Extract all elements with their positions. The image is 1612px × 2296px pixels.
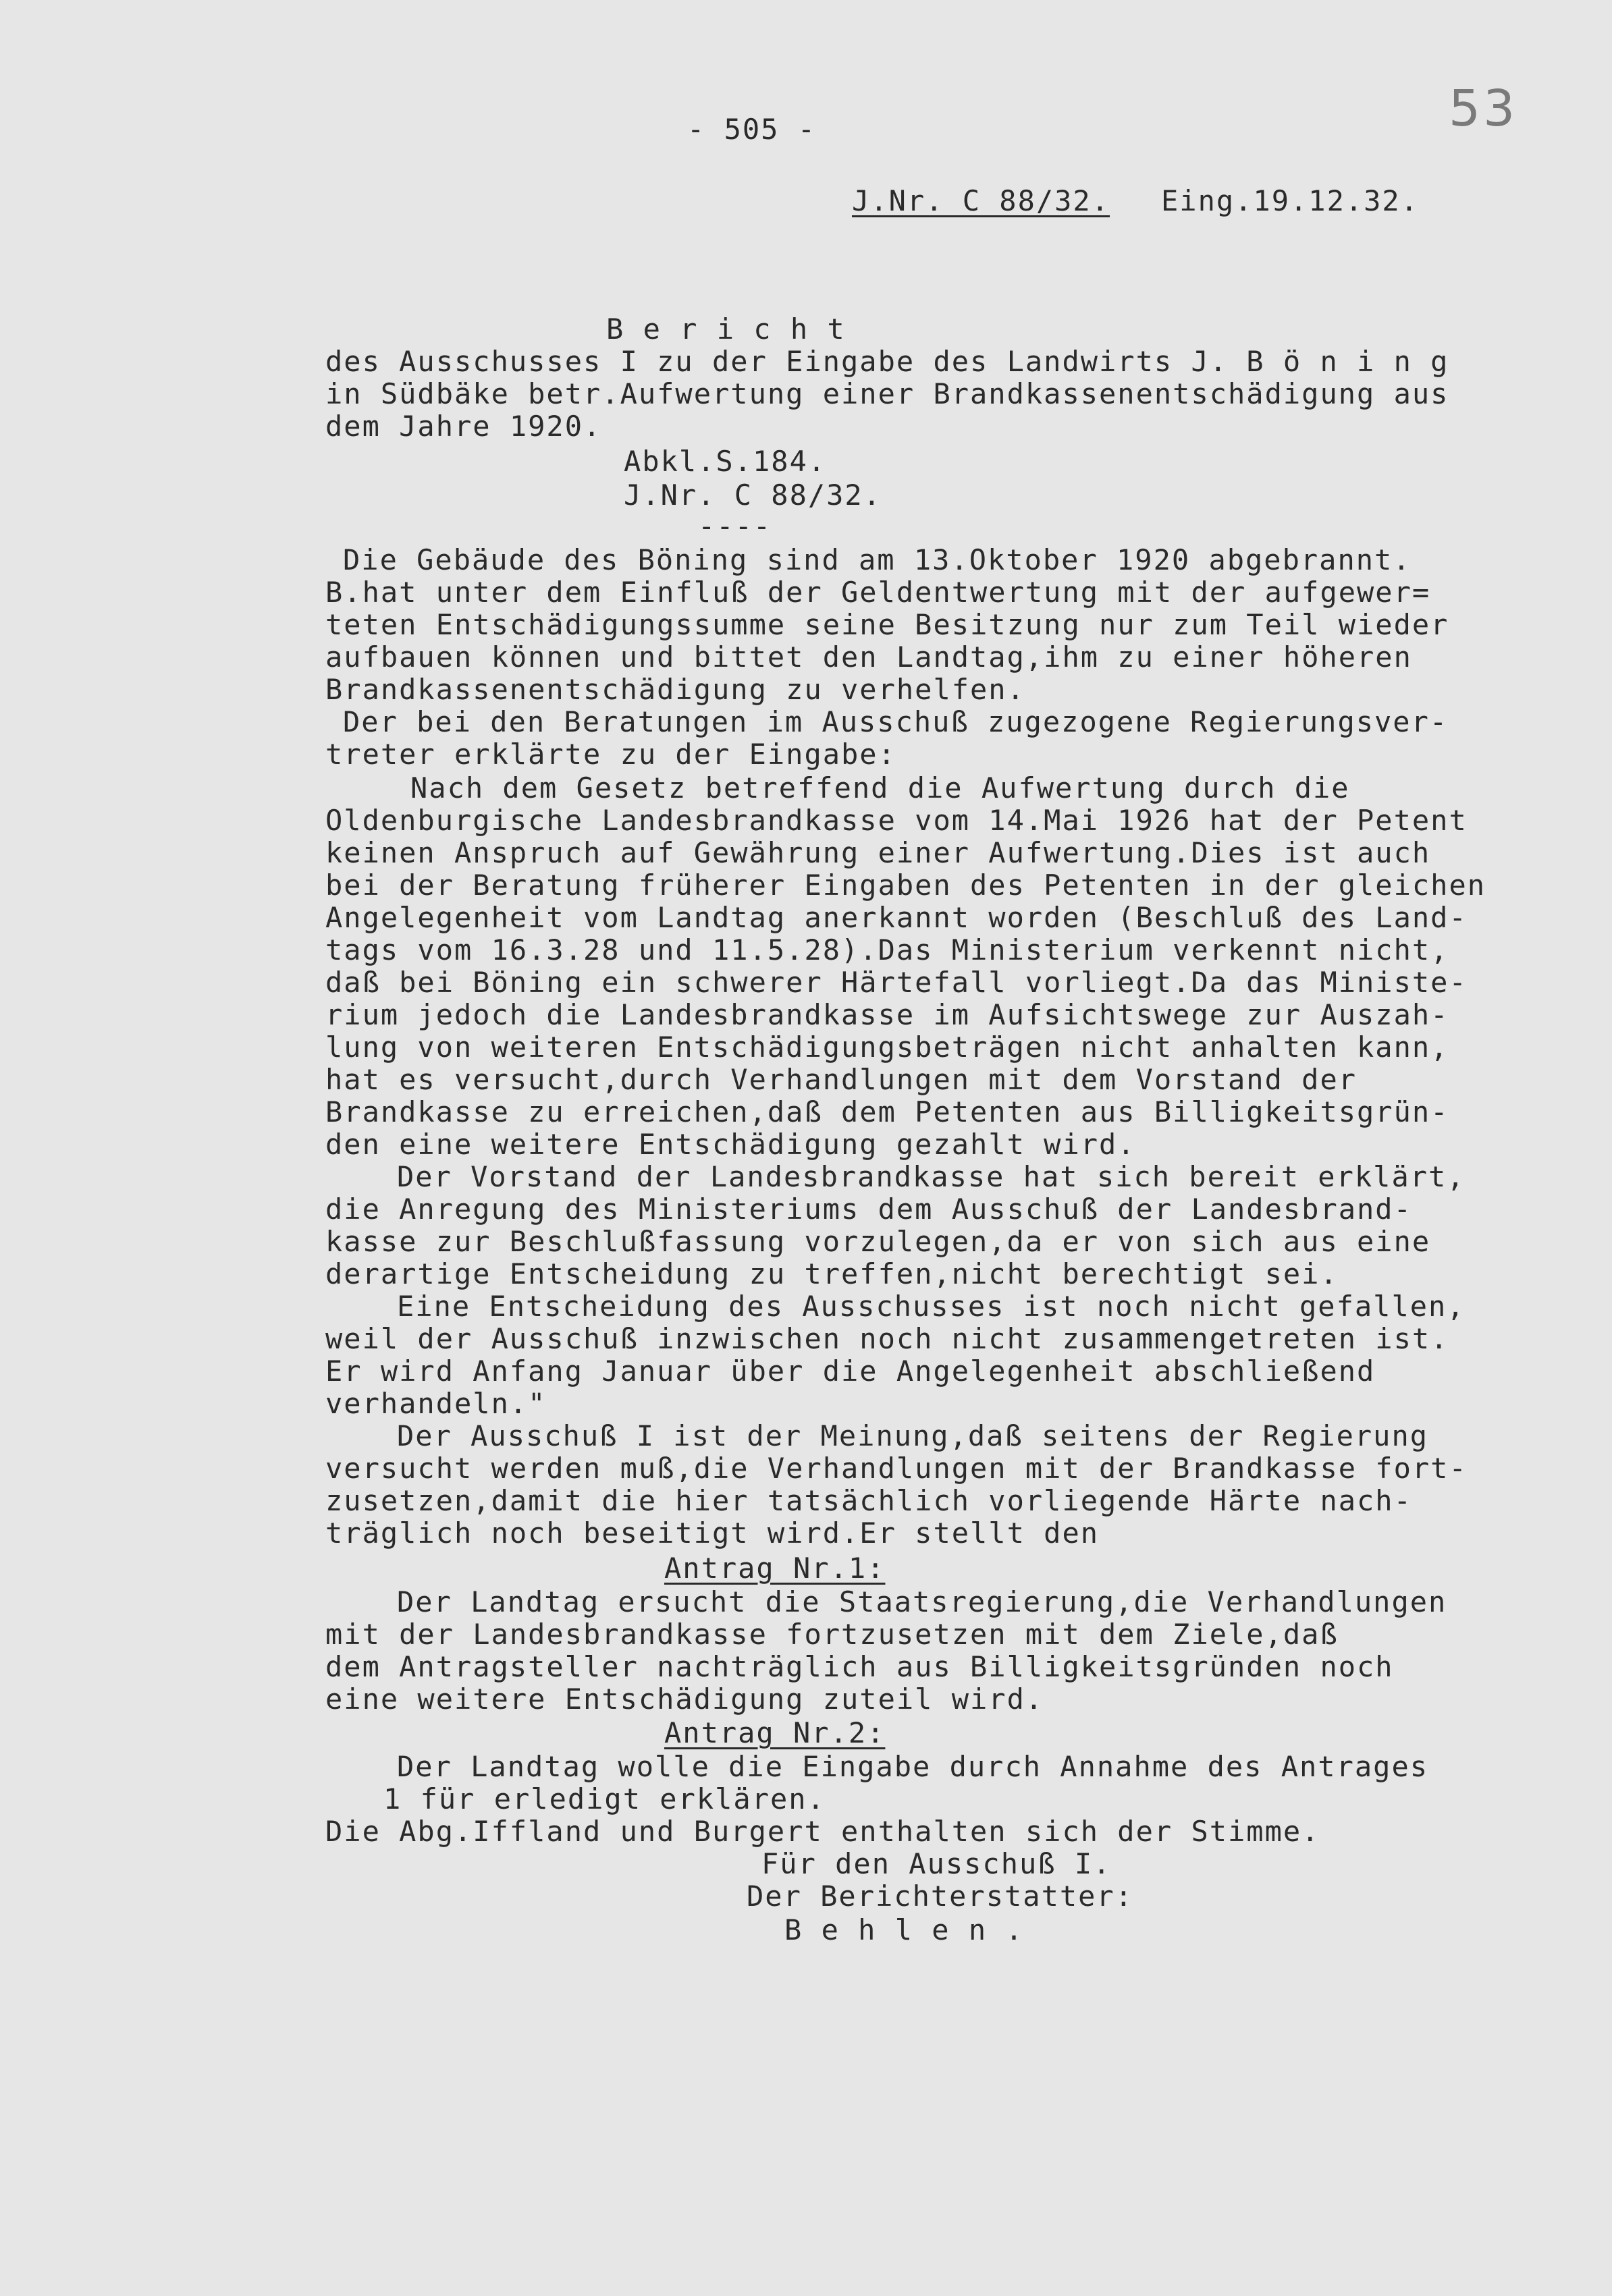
antrag-1-line: dem Antragsteller nachträglich aus Billigkeitsgründen noch bbox=[325, 1650, 1394, 1683]
signature-line-2: Der Berichterstatter: bbox=[747, 1880, 1134, 1913]
body-line: Der bei den Beratungen im Ausschuß zugezogene Regierungsver- bbox=[343, 705, 1449, 738]
antrag-2-line: 1 für erledigt erklären. bbox=[383, 1782, 826, 1815]
body-line: aufbauen können und bittet den Landtag,ihm zu einer höheren bbox=[325, 640, 1412, 674]
antrag-1-line: Der Landtag ersucht die Staatsregierung,die Verhandlungen bbox=[397, 1585, 1447, 1618]
abstention-note: Die Abg.Iffland und Burgert enthalten sich der Stimme. bbox=[325, 1815, 1320, 1848]
body-line: lung von weiteren Entschädigungsbeträgen nicht anhalten kann, bbox=[325, 1031, 1449, 1064]
body-line: treter erklärte zu der Eingabe: bbox=[325, 738, 896, 771]
body-line: tags vom 16.3.28 und 11.5.28).Das Ministerium verkennt nicht, bbox=[325, 933, 1449, 966]
body-line: derartige Entscheidung zu treffen,nicht berechtigt sei. bbox=[325, 1257, 1339, 1290]
title-line-1: des Ausschusses I zu der Eingabe des Landwirts J. B ö n i n g bbox=[325, 345, 1449, 378]
body-line: bei der Beratung früherer Eingaben des Petenten in der gleichen bbox=[325, 869, 1486, 902]
body-line: daß bei Böning ein schwerer Härtefall vorliegt.Da das Ministe- bbox=[325, 966, 1468, 999]
title-line-3: dem Jahre 1920. bbox=[325, 410, 602, 443]
body-line: Eine Entscheidung des Ausschusses ist noch nicht gefallen, bbox=[397, 1290, 1466, 1323]
body-line: Oldenburgische Landesbrandkasse vom 14.Mai 1926 hat der Petent bbox=[325, 804, 1468, 837]
body-line: weil der Ausschuß inzwischen noch nicht zusammengetreten ist. bbox=[325, 1322, 1449, 1355]
body-line: versucht werden muß,die Verhandlungen mit der Brandkasse fort- bbox=[325, 1452, 1468, 1485]
signature-name: B e h l e n . bbox=[784, 1913, 1024, 1946]
body-line: den eine weitere Entschädigung gezahlt wird. bbox=[325, 1128, 1136, 1161]
body-line: hat es versucht,durch Verhandlungen mit dem Vorstand der bbox=[325, 1063, 1358, 1096]
body-line: Brandkasse zu erreichen,daß dem Petenten aus Billigkeitsgrün- bbox=[325, 1095, 1449, 1128]
antrag-1-line: eine weitere Entschädigung zuteil wird. bbox=[325, 1683, 1044, 1716]
title-line-2: in Südbäke betr.Aufwertung einer Brandkassenentschädigung aus bbox=[325, 377, 1449, 410]
body-line: Angelegenheit vom Landtag anerkannt worden (Beschluß des Land- bbox=[325, 901, 1468, 934]
body-line: verhandeln." bbox=[325, 1387, 547, 1420]
body-line: Er wird Anfang Januar über die Angelegenheit abschließend bbox=[325, 1355, 1376, 1388]
body-line: Nach dem Gesetz betreffend die Aufwertung durch die bbox=[410, 771, 1350, 804]
body-line: Der Ausschuß I ist der Meinung,daß seitens der Regierung bbox=[397, 1419, 1429, 1452]
reference-jnr: J.Nr. C 88/32. bbox=[852, 184, 1110, 217]
body-line: B.hat unter dem Einfluß der Geldentwertung mit der aufgewer= bbox=[325, 576, 1431, 609]
body-line: teten Entschädigungssumme seine Besitzung nur zum Teil wieder bbox=[325, 608, 1449, 641]
body-line: Brandkassenentschädigung zu verhelfen. bbox=[325, 673, 1025, 706]
antrag-1-line: mit der Landesbrandkasse fortzusetzen mit dem Ziele,daß bbox=[325, 1618, 1339, 1651]
ref-jnr: J.Nr. C 88/32. bbox=[624, 479, 882, 512]
ref-abkl: Abkl.S.184. bbox=[624, 445, 827, 478]
body-line: träglich noch beseitigt wird.Er stellt den bbox=[325, 1516, 1100, 1550]
page-number: - 505 - bbox=[687, 113, 817, 146]
antrag-2-heading: Antrag Nr.2: bbox=[664, 1716, 886, 1749]
body-line: die Anregung des Ministeriums dem Ausschuß der Landesbrand- bbox=[325, 1193, 1412, 1226]
body-line: Der Vorstand der Landesbrandkasse hat sich bereit erklärt, bbox=[397, 1160, 1466, 1193]
reference-eingang: Eing.19.12.32. bbox=[1161, 184, 1420, 217]
body-line: keinen Anspruch auf Gewährung einer Aufwertung.Dies ist auch bbox=[325, 836, 1431, 869]
body-line: Die Gebäude des Böning sind am 13.Oktober 1920 abgebrannt. bbox=[343, 543, 1412, 576]
separator: ---- bbox=[698, 510, 772, 543]
body-line: rium jedoch die Landesbrandkasse im Aufsichtswege zur Auszah- bbox=[325, 998, 1449, 1031]
body-line: zusetzen,damit die hier tatsächlich vorliegende Härte nach- bbox=[325, 1484, 1412, 1517]
folio-number: 53 bbox=[1449, 80, 1518, 138]
signature-line-1: Für den Ausschuß I. bbox=[761, 1847, 1112, 1880]
antrag-1-heading: Antrag Nr.1: bbox=[664, 1552, 886, 1585]
body-line: kasse zur Beschlußfassung vorzulegen,da er von sich aus eine bbox=[325, 1225, 1431, 1258]
report-heading: B e r i c h t bbox=[606, 312, 846, 346]
antrag-2-line: Der Landtag wolle die Eingabe durch Annahme des Antrages bbox=[397, 1750, 1429, 1783]
